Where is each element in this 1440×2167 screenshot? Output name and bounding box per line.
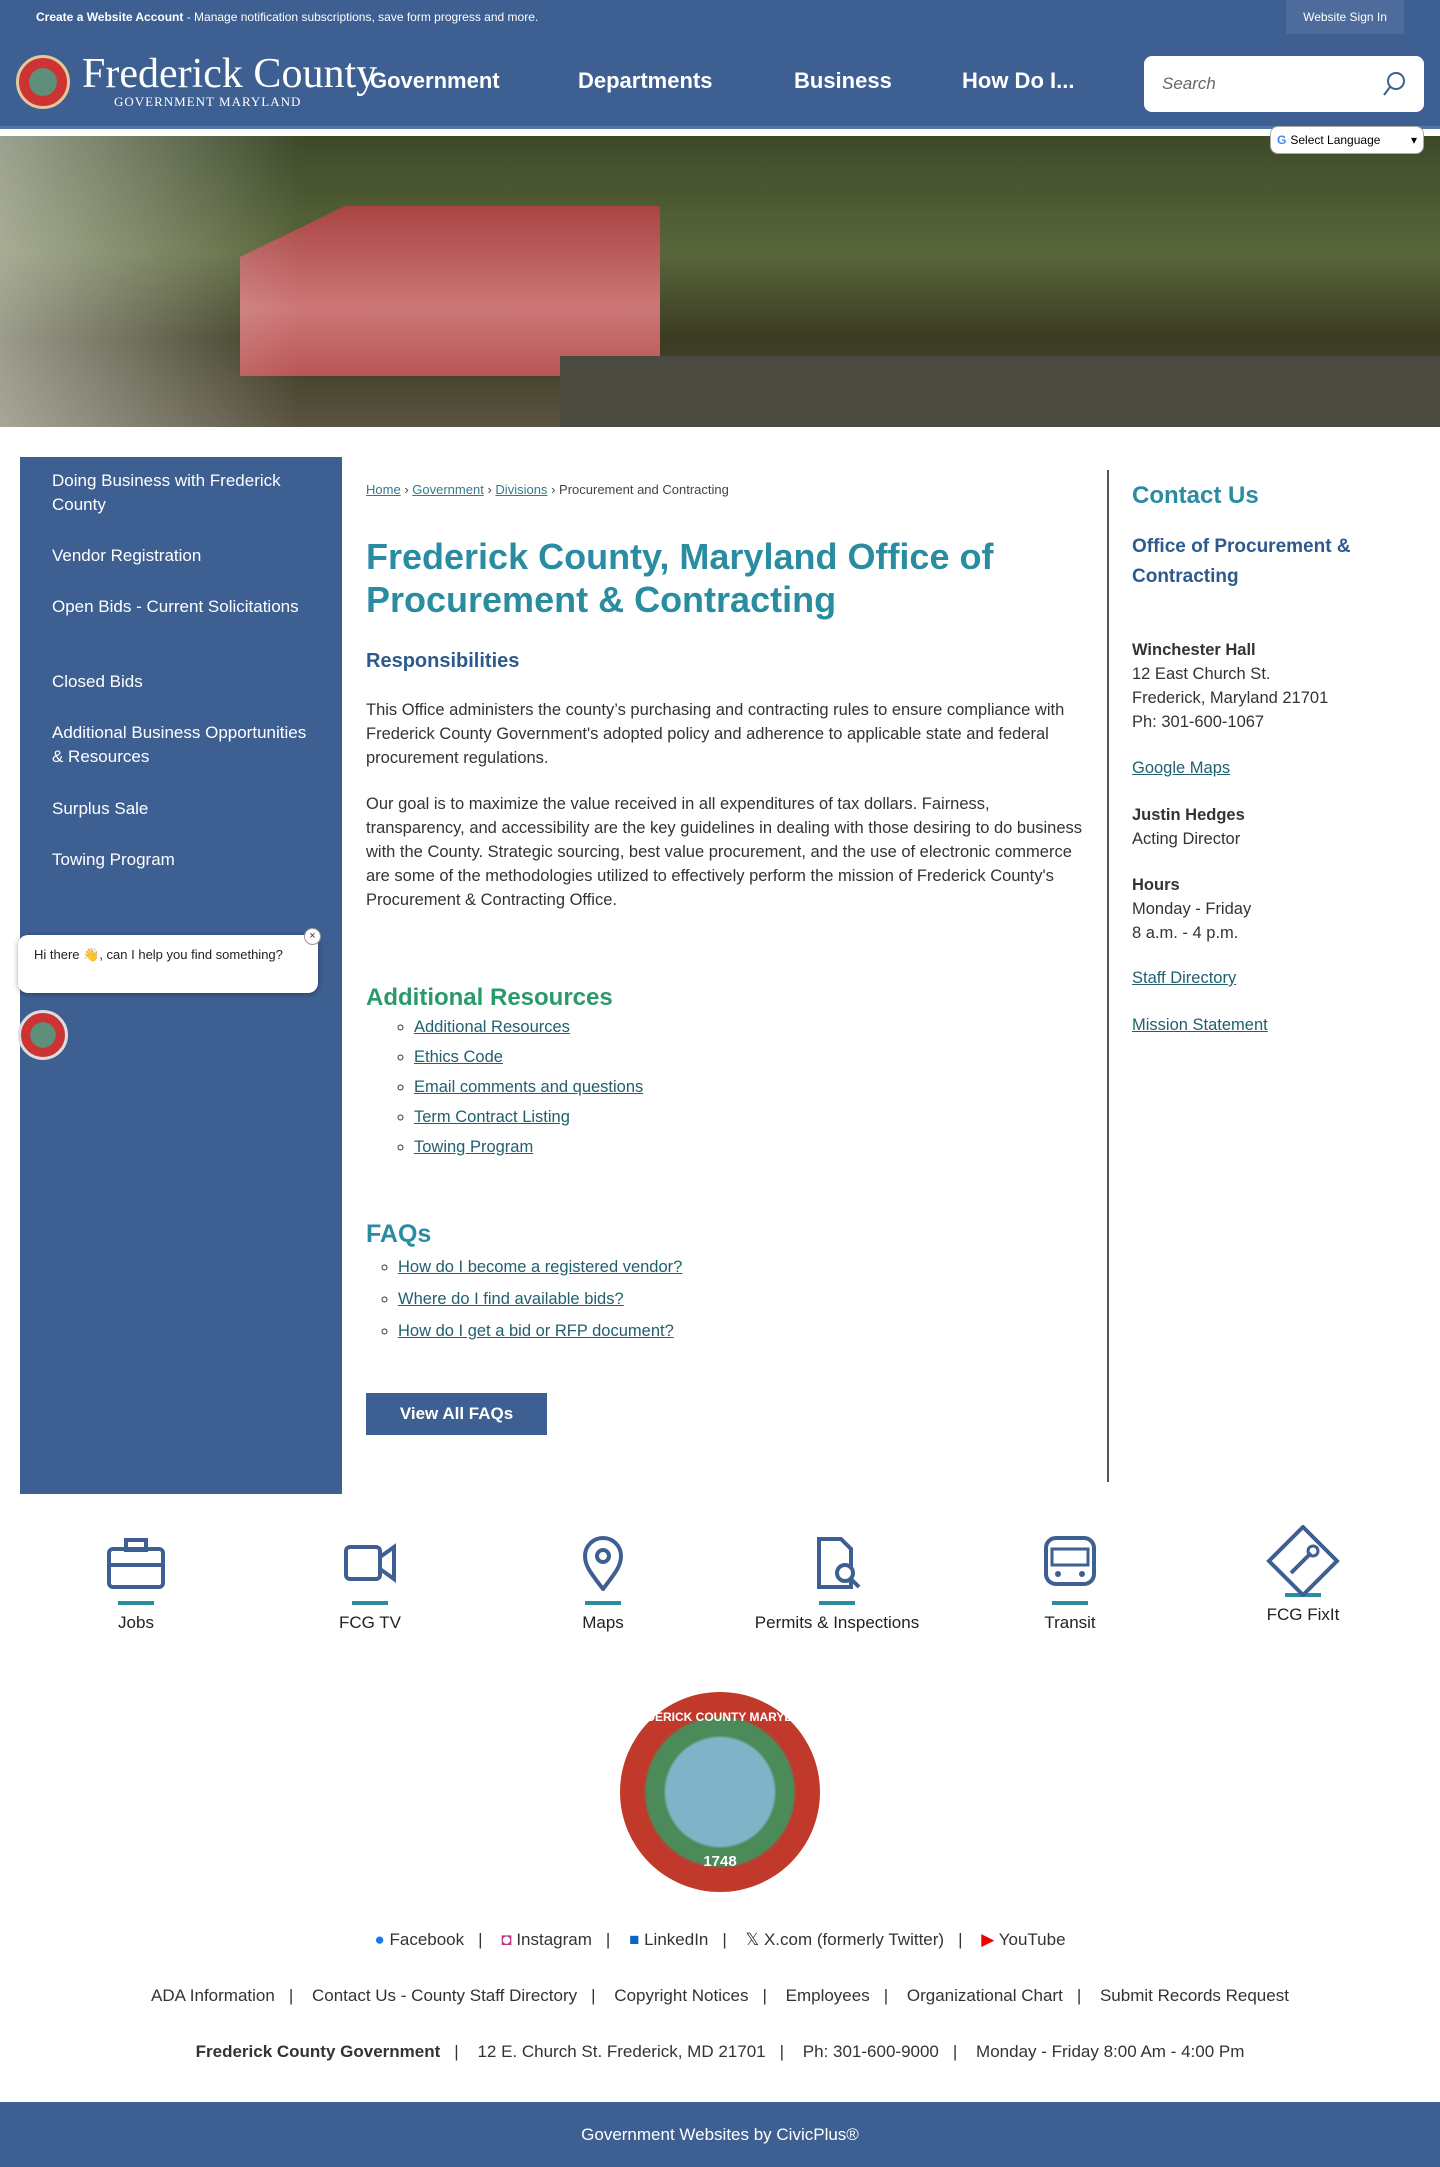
quicklink-label: Jobs xyxy=(118,1613,154,1632)
chevron-down-icon: ▾ xyxy=(1410,133,1417,147)
footer-link-ada[interactable]: ADA Information xyxy=(151,1986,275,2005)
hours-label: Hours xyxy=(1132,876,1180,894)
wrench-diamond-icon xyxy=(1265,1525,1341,1597)
footer-link-records[interactable]: Submit Records Request xyxy=(1099,1986,1289,2005)
youtube-link[interactable]: ▶ YouTube xyxy=(981,1930,1066,1949)
quicklink-label: FCG FixIt xyxy=(1266,1605,1340,1624)
facebook-icon: ● xyxy=(374,1930,385,1949)
breadcrumb-home[interactable]: Home xyxy=(366,482,401,497)
nav-business[interactable]: Business xyxy=(794,68,892,93)
document-search-icon xyxy=(807,1535,867,1591)
list-item xyxy=(414,1138,643,1168)
page-title: Frederick County, Maryland Office of Procurement & Contracting xyxy=(366,536,994,620)
view-all-faqs-button[interactable]: View All FAQs xyxy=(366,1393,547,1435)
faqs-list xyxy=(398,1258,682,1354)
facebook-link[interactable]: ● Facebook xyxy=(374,1930,465,1949)
resource-link[interactable]: Term Contract Listing xyxy=(414,1108,570,1126)
sidebar-item-towing-program[interactable]: Towing Program xyxy=(52,850,175,869)
youtube-icon: ▶ xyxy=(981,1930,995,1949)
contact-building: Winchester Hall xyxy=(1132,641,1256,659)
create-account-link[interactable]: Create a Website Account xyxy=(36,10,184,24)
resource-link[interactable]: Towing Program xyxy=(414,1138,534,1156)
top-utility-bar xyxy=(0,0,1440,34)
quicklink-fixit[interactable] xyxy=(1186,1535,1420,1625)
hours-time: 8 a.m. - 4 p.m. xyxy=(1132,924,1239,942)
contact-hours xyxy=(1132,873,1251,945)
resources-list xyxy=(414,1018,643,1168)
sidebar-item-additional-business[interactable]: Additional Business Opportunities & Resources xyxy=(52,723,307,766)
breadcrumb-sep: › xyxy=(404,482,409,497)
contact-street: 12 East Church St. xyxy=(1132,665,1271,683)
bus-icon xyxy=(1040,1535,1100,1591)
briefcase-icon xyxy=(106,1535,166,1591)
list-item xyxy=(398,1322,682,1354)
contact-heading: Contact Us xyxy=(1132,482,1259,509)
faq-link[interactable]: How do I get a bid or RFP document? xyxy=(398,1322,674,1340)
quicklink-fcg-tv[interactable] xyxy=(253,1535,487,1633)
quicklink-label: Maps xyxy=(582,1613,624,1632)
language-select[interactable] xyxy=(1270,126,1424,154)
google-translate-icon: G xyxy=(1277,133,1287,147)
address-street: 12 E. Church St. Frederick, MD 21701 xyxy=(477,2042,766,2061)
responsibilities-heading: Responsibilities xyxy=(366,650,520,672)
footer-link-contact[interactable]: Contact Us - County Staff Directory xyxy=(311,1986,578,2005)
footer-address: Frederick County Government | 12 E. Church St. Frederick, MD 21701 | Ph: 301-600-9000 | Monday - Friday 8:00 Am - 4:00 Pm xyxy=(195,2042,1245,2061)
footer-link-org-chart[interactable]: Organizational Chart xyxy=(906,1986,1063,2005)
quicklink-permits[interactable] xyxy=(720,1535,954,1633)
faqs-heading: FAQs xyxy=(366,1220,432,1248)
contact-city: Frederick, Maryland 21701 xyxy=(1132,689,1329,707)
breadcrumb-sep: › xyxy=(487,482,492,497)
language-selected: Select Language xyxy=(1290,133,1381,147)
hero-image-covered-bridge xyxy=(0,136,1440,427)
chat-bubble[interactable]: Hi there 👋, can I help you find something? xyxy=(18,935,318,993)
breadcrumb xyxy=(366,482,729,497)
staff-directory-link[interactable]: Staff Directory xyxy=(1132,969,1237,987)
resource-link[interactable]: Additional Resources xyxy=(414,1018,570,1036)
address-hours: Monday - Friday 8:00 Am - 4:00 Pm xyxy=(976,2042,1245,2061)
sidebar-item-open-bids[interactable]: Open Bids - Current Solicitations xyxy=(52,597,299,616)
search-placeholder: Search xyxy=(1162,74,1216,93)
contact-phone: Ph: 301-600-1067 xyxy=(1132,713,1265,731)
instagram-link[interactable]: ◘ Instagram xyxy=(501,1930,592,1949)
civicplus-footer[interactable]: Government Websites by CivicPlus® xyxy=(0,2102,1440,2167)
county-seal-icon xyxy=(16,55,70,109)
column-divider xyxy=(1107,470,1109,1482)
mission-statement-link[interactable]: Mission Statement xyxy=(1132,1016,1268,1034)
search-input[interactable] xyxy=(1144,56,1424,112)
quicklink-label: Permits & Inspections xyxy=(754,1613,920,1632)
seal-name: FREDERICK COUNTY MARYLAND xyxy=(622,1710,818,1724)
county-seal-logo xyxy=(620,1692,820,1892)
resource-link[interactable]: Email comments and questions xyxy=(414,1078,644,1096)
video-camera-icon xyxy=(340,1535,400,1591)
footer-links: ADA Information | Contact Us - County Staff Directory | Copyright Notices | Employees | Organizational Chart | Submit Records Request xyxy=(151,1986,1289,2005)
nav-government[interactable]: Government xyxy=(370,68,500,93)
website-sign-in-button[interactable]: Website Sign In xyxy=(1286,0,1404,34)
google-maps-link[interactable]: Google Maps xyxy=(1132,759,1231,777)
map-pin-icon xyxy=(573,1535,633,1591)
sidebar-item-doing-business[interactable]: Doing Business with Frederick County xyxy=(52,471,281,514)
nav-departments[interactable]: Departments xyxy=(578,68,713,93)
logo-sub: GOVERNMENT MARYLAND xyxy=(114,94,302,109)
seal-year: 1748 xyxy=(703,1853,737,1870)
sidebar-item-surplus-sale[interactable]: Surplus Sale xyxy=(52,799,149,818)
chat-close-icon[interactable]: × xyxy=(304,928,321,945)
breadcrumb-current: Procurement and Contracting xyxy=(559,482,729,497)
x-twitter-link[interactable]: 𝕏 X.com (formerly Twitter) xyxy=(745,1930,945,1949)
faq-link[interactable]: How do I become a registered vendor? xyxy=(398,1258,683,1276)
x-icon: 𝕏 xyxy=(745,1930,760,1949)
list-item xyxy=(414,1048,643,1078)
breadcrumb-government[interactable]: Government xyxy=(412,482,484,497)
linkedin-icon: ■ xyxy=(629,1930,640,1949)
contact-address xyxy=(1132,638,1328,734)
list-item xyxy=(398,1290,682,1322)
breadcrumb-sep: › xyxy=(551,482,556,497)
quicklink-transit[interactable] xyxy=(953,1535,1187,1633)
list-item xyxy=(414,1018,643,1048)
quicklink-label: FCG TV xyxy=(338,1613,402,1632)
contact-person-name: Justin Hedges xyxy=(1132,806,1245,824)
instagram-icon: ◘ xyxy=(501,1930,512,1949)
quicklink-label: Transit xyxy=(1044,1613,1096,1632)
responsibilities-para-2: Our goal is to maximize the value received in all expenditures of tax dollars. Fairness, transparency, and accessibility are the key guidelines in dealing with those desiring to do business with the County. Strategic sourcing, best value procurement, and the use of electronic commerce are some of the methodologies utilized to effectively perform the mission of Frederick County's Procurement & Contracting Office. xyxy=(366,795,1083,909)
main-nav xyxy=(0,34,1440,132)
quicklink-maps[interactable] xyxy=(486,1535,720,1633)
social-links: ● Facebook | ◘ Instagram | ■ LinkedIn | 𝕏 X.com (formerly Twitter) | ▶ YouTube xyxy=(374,1930,1066,1949)
sidebar-item-vendor-registration[interactable]: Vendor Registration xyxy=(52,546,202,565)
chat-avatar[interactable] xyxy=(18,1010,68,1060)
resource-link[interactable]: Ethics Code xyxy=(414,1048,503,1066)
faq-link[interactable]: Where do I find available bids? xyxy=(398,1290,624,1308)
responsibilities-para-1: This Office administers the county’s purchasing and contracting rules to ensure compliance with Frederick County Government's adopted policy and adherence to applicable state and federal procurement regulations. xyxy=(366,701,1065,767)
nav-how-do-i[interactable]: How Do I... xyxy=(962,68,1075,93)
hours-days: Monday - Friday xyxy=(1132,900,1252,918)
contact-office: Office of Procurement & Contracting xyxy=(1132,536,1351,587)
quicklink-jobs[interactable] xyxy=(19,1535,253,1633)
contact-person xyxy=(1132,803,1245,851)
sidebar-item-closed-bids[interactable]: Closed Bids xyxy=(52,672,143,691)
address-org: Frederick County Government xyxy=(195,2042,441,2061)
search-icon[interactable] xyxy=(1382,71,1406,97)
logo-name: Frederick County xyxy=(82,51,378,97)
address-phone: Ph: 301-600-9000 xyxy=(802,2042,939,2061)
create-account-desc: - Manage notification subscriptions, save form progress and more. xyxy=(183,10,539,24)
breadcrumb-divisions[interactable]: Divisions xyxy=(495,482,548,497)
list-item xyxy=(414,1108,643,1138)
list-item xyxy=(398,1258,682,1290)
contact-person-role: Acting Director xyxy=(1132,830,1241,848)
list-item xyxy=(414,1078,643,1108)
footer-link-copyright[interactable]: Copyright Notices xyxy=(614,1986,749,2005)
home-logo[interactable] xyxy=(16,51,378,110)
footer-link-employees[interactable]: Employees xyxy=(785,1986,870,2005)
linkedin-link[interactable]: ■ LinkedIn xyxy=(629,1930,709,1949)
additional-resources-heading: Additional Resources xyxy=(366,984,613,1011)
